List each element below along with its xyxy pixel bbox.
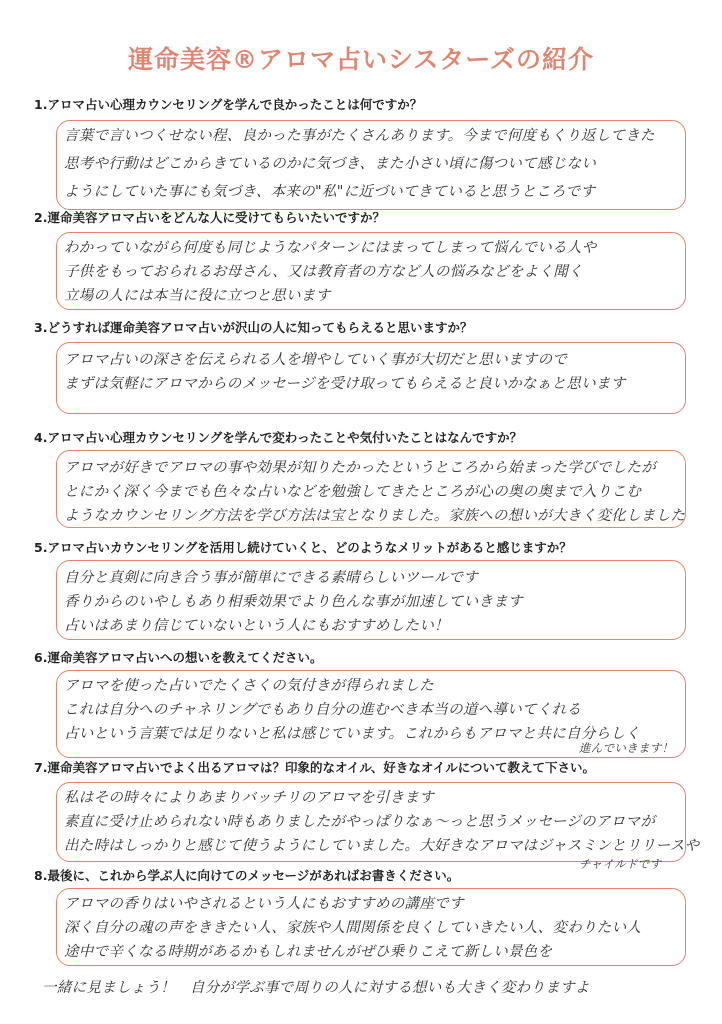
answer-line: まずは気軽にアロマからのメッセージを受け取ってもらえると良いかなぁと思います (64, 376, 626, 392)
page-title: 運命美容®アロマ占いシスターズの紹介 (127, 45, 594, 74)
question-4: 4.アロマ占い心理カウンセリングを学んで変わったことや気付いたことはなんですか？ (34, 430, 523, 445)
answer-line: ようにしていた事にも気づき、本来の"私"に近づいてきていると思うところです (64, 184, 596, 200)
answer-line: ようなカウンセリング方法を学び方法は宝となりました。家族への想いが大きく変化しました (64, 508, 686, 524)
question-3: 3.どうすれば運命美容アロマ占いが沢山の人に知ってもらえると思いますか？ (34, 320, 473, 335)
answer-line: 香りからのいやしもあり相乗効果でより色んな事が加速していきます (64, 594, 523, 610)
question-8: 8.最後に、これから学ぶ人に向けてのメッセージがあればお書きください。 (34, 868, 460, 883)
answer-line: アロマを使った占いでたくさくの気付きが得られました (64, 678, 434, 694)
answer-line: 途中で辛くなる時期があるかもしれませんがぜひ乗りこえて新しい景色を (64, 944, 553, 960)
answer-line: アロマの香りはいやされるという人にもおすすめの講座です (64, 896, 464, 912)
answer-line: 子供をもっておられるお母さん、又は教育者の方など人の悩みなどをよく聞く (64, 264, 583, 280)
answer-line: 思考や行動はどこからきているのかに気づき、また小さい頃に傷ついて感じない (64, 156, 597, 172)
answer-line: これは自分へのチャネリングでもあり自分の進むべき本当の道へ導いてくれる (64, 702, 582, 718)
answer-line: 素直に受け止められない時もありましたがやっぱりなぁ～っと思うメッセージのアロマが (64, 814, 656, 830)
question-6: 6.運命美容アロマ占いへの想いを教えてください。 (34, 650, 323, 665)
answer-line: 深く自分の魂の声をききたい人、家族や人間関係を良くしていきたい人、変わりたい人 (64, 920, 642, 936)
answer-line: とにかく深く今までも色々な占いなどを勉強してきたところが心の奥の奥まで入りこむ (64, 484, 642, 500)
question-7: 7.運命美容アロマ占いでよく出るアロマは？印象的なオイル、好きなオイルについて教えて下さい。 (34, 760, 595, 775)
answer-line: アロマが好きでアロマの事や効果が知りたかったというところから始まった学びでしたが (64, 460, 656, 476)
answer-line: 立場の人には本当に役に立つと思います (64, 288, 331, 304)
answer-line: 私はその時々によりあまりバッチリのアロマを引きます (64, 790, 434, 806)
question-1: 1.アロマ占い心理カウンセリングを学んで良かったことは何ですか？ (34, 97, 423, 112)
answer-line: 自分と真剣に向き合う事が簡単にできる素晴らしいツールです (64, 570, 479, 586)
answer-line: 一緒に見ましょう！ 自分が学ぶ事で周りの人に対する想いも大きく変わりますよ (42, 980, 590, 996)
question-5: 5.アロマ占いカウンセリングを活用し続けていくと、どのようなメリットがあると感じますか？ (34, 540, 572, 555)
answer-line: 言葉で言いつくせない程、良かった事がたくさんあります。今まで何度もくり返してきた (64, 128, 655, 144)
answer-line-continued: 進んでいきます！ (579, 741, 674, 755)
answer-line: 出た時はしっかりと感じて使うようにしていました。大好きなアロマはジャスミンとリリースや (64, 838, 700, 854)
answer-line: 占いはあまり信じていないという人にもおすすめしたい！ (64, 618, 449, 634)
answer-line: わかっていながら何度も同じようなパターンにはまってしまって悩んでいる人や (64, 240, 597, 256)
question-2: 2.運命美容アロマ占いをどんな人に受けてもらいたいですか？ (34, 210, 385, 225)
answer-line: 占いという言葉では足りないと私は感じています。これからもアロマと共に自分らしく (64, 726, 641, 742)
answer-line-continued: チャイルドです (579, 857, 662, 871)
answer-line: アロマ占いの深さを伝えられる人を増やしていく事が大切だと思いますので (64, 352, 568, 368)
